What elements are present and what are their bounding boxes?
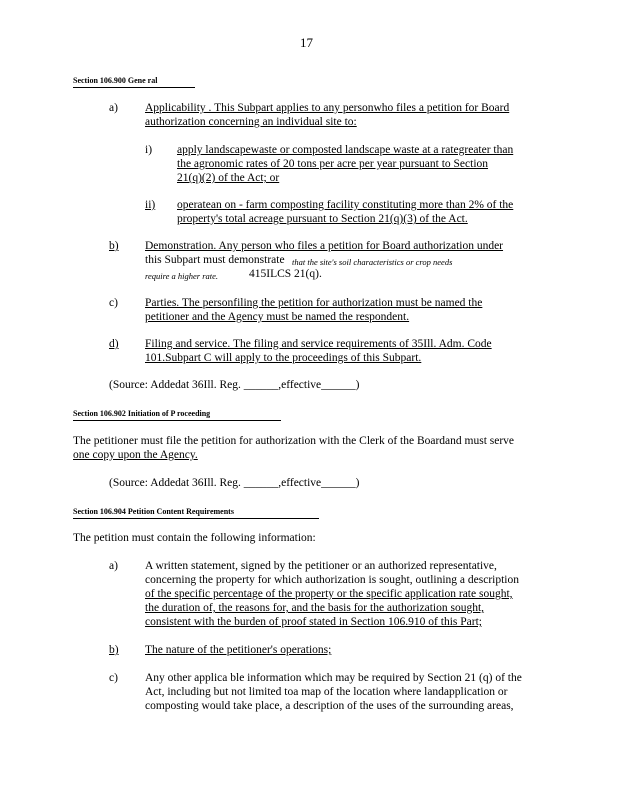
item-ii-line-2: property's total acreage pursuant to Section 21(q)(3) of the Act. <box>177 213 468 225</box>
nature-line: The nature of the petitioner's operations; <box>145 644 332 656</box>
heading-underline <box>73 518 319 519</box>
other-info-line-3: composting would take place, a description of the uses of the surrounding areas, <box>145 700 514 712</box>
filing-line-2: 101.Subpart C will apply to the proceedings of this Subpart. <box>145 352 422 364</box>
item-label-ii: ii) <box>145 199 156 211</box>
parties-line-2: petitioner and the Agency must be named the respondent. <box>145 311 410 323</box>
demonstration-line-3b: 415ILCS 21(q). <box>249 268 322 280</box>
source-note: (Source: Addedat 36Ill. Reg. ______,effective______) <box>109 379 360 391</box>
demonstration-line-2a: this Subpart must demonstrate <box>145 254 285 266</box>
section-heading-106-902: Section 106.902 Initiation of P roceeding <box>73 409 211 418</box>
item-label-c: c) <box>109 297 118 309</box>
statement-line-5: consistent with the burden of proof stated in Section 106.910 of this Part; <box>145 616 482 628</box>
section-heading-106-900: Section 106.900 Gene ral <box>73 76 158 85</box>
demonstration-line-1: Demonstration. Any person who files a petition for Board authorization under <box>145 240 504 252</box>
item-label-b: b) <box>109 644 119 656</box>
item-i-line-2: the agronomic rates of 20 tons per acre per year pursuant to Section <box>177 158 489 170</box>
statement-line-4: the duration of, the reasons for, and the basis for the authorization sought, <box>145 602 485 614</box>
other-info-line-1: Any other applica ble information which may be required by Section 21 (q) of the <box>145 672 522 684</box>
statement-line-2: concerning the property for which authorization is sought, outlining a description <box>145 574 519 586</box>
item-label-c: c) <box>109 672 118 684</box>
page-number: 17 <box>300 35 313 50</box>
heading-underline <box>73 87 195 88</box>
heading-underline <box>73 420 281 421</box>
applicability-line-2: authorization concerning an individual site to: <box>145 116 357 128</box>
petition-intro: The petition must contain the following information: <box>73 532 316 544</box>
item-label-a: a) <box>109 102 118 114</box>
item-i-line-1: apply landscapewaste or composted landscape waste at a rategreater than <box>177 144 514 156</box>
item-label-a: a) <box>109 560 118 572</box>
section-heading-106-904: Section 106.904 Petition Content Requirements <box>73 507 234 516</box>
statement-line-1: A written statement, signed by the petitioner or an authorized representative, <box>145 560 497 572</box>
item-label-b: b) <box>109 240 119 252</box>
item-i-line-3: 21(q)(2) of the Act; or <box>177 172 280 184</box>
initiation-line-1: The petitioner must file the petition for authorization with the Clerk of the Boardand must serve <box>73 435 515 447</box>
item-label-i: i) <box>145 144 153 156</box>
item-ii-line-1: operatean on - farm composting facility constituting more than 2% of the <box>177 199 514 211</box>
initiation-line-2: one copy upon the Agency. <box>73 449 198 461</box>
other-info-line-2: Act, including but not limited toa map of the location where landapplication or <box>145 686 508 698</box>
source-note: (Source: Addedat 36Ill. Reg. ______,effective______) <box>109 477 360 489</box>
demonstration-line-2b: that the site's soil characteristics or crop needs <box>292 257 453 267</box>
statement-line-3: of the specific percentage of the property or the specific application rate sought, <box>145 588 513 600</box>
item-label-d: d) <box>109 338 119 350</box>
demonstration-line-3a: require a higher rate. <box>145 271 219 281</box>
parties-line-1: Parties. The personfiling the petition for authorization must be named the <box>145 297 483 309</box>
applicability-line-1: Applicability . This Subpart applies to any personwho files a petition for Board <box>145 102 510 114</box>
filing-line-1: Filing and service. The filing and service requirements of 35Ill. Adm. Code <box>145 338 492 350</box>
